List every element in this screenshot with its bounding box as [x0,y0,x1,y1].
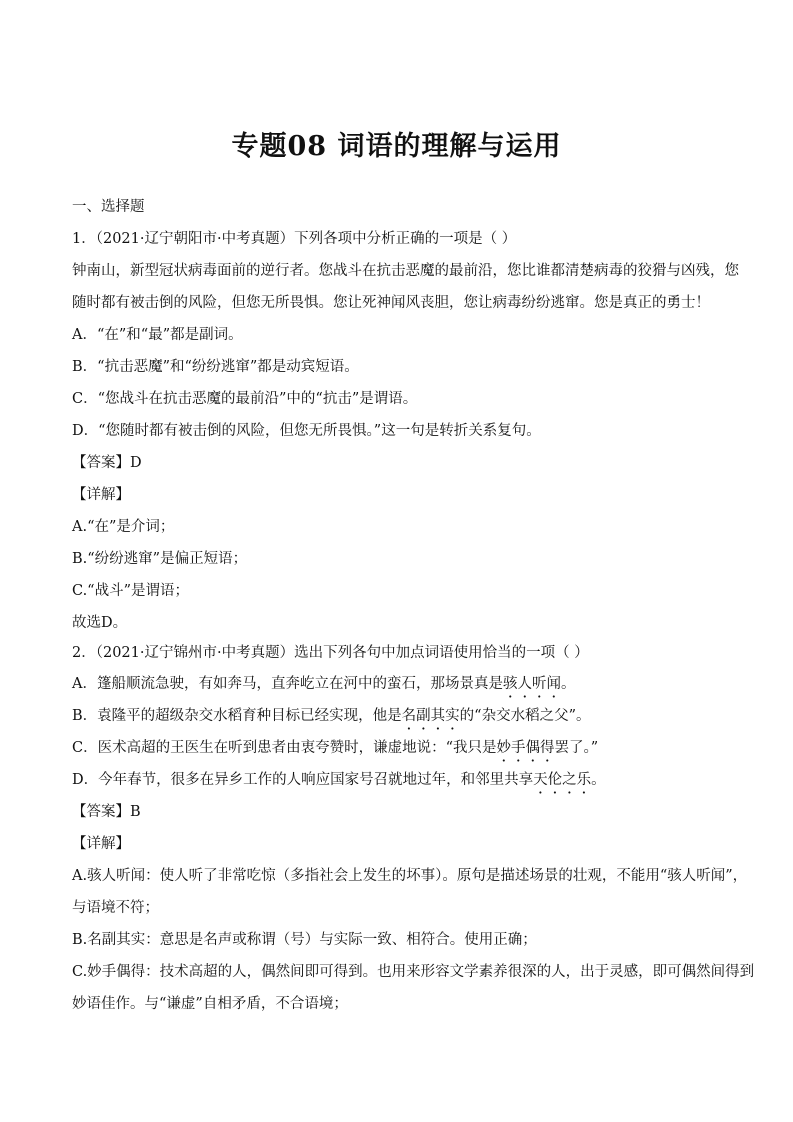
question-2-explanation-c-line-2: 妙语佳作。与“谦虚”自相矛盾，不合语境； [72,996,348,1012]
question-2-option-b [72,706,590,726]
option-b-tail: 的“杂交水稻之父”。 [459,708,591,724]
question-2-explanation-c-line-1: C.妙手偶得：技术高超的人，偶然间即可得到。也用来形容文学素养很深的人，出于灵感，即可偶然间得到 [72,964,755,980]
question-1-detail-a: A.“在”是介词； [72,519,175,535]
question-1-detail-heading: 【详解】 [72,487,130,503]
question-1-detail-b: B.“纷纷逃窜”是偏正短语； [72,551,248,567]
question-1-option-b: B．“抗击恶魔”和“纷纷逃窜”都是动宾短语。 [72,359,359,375]
option-a-text: A．篷船顺流急驶，有如奔马，直奔屹立在河中的蛮石，那场景真是 [72,676,503,692]
option-d-text: D．今年春节，很多在异乡工作的人响应国家号召就地过年，和邻里共享 [72,772,534,788]
question-2-answer: 【答案】B [72,804,141,820]
page-title: 专题08 词语的理解与运用 [231,131,562,162]
option-c-tail: 罢了。” [554,740,599,756]
question-1-option-c: C．“您战斗在抗击恶魔的最前沿”中的“抗击”是谓语。 [72,391,418,407]
question-1-option-a: A．“在”和“最”都是副词。 [72,327,243,343]
option-b-text: B．袁隆平的超级杂交水稻育种目标已经实现，他是 [72,708,402,724]
question-1-conclusion: 故选D。 [72,615,128,631]
question-1-passage-line-2: 随时都有被击倒的风险，但您无所畏惧。您让死神闻风丧胆，您让病毒纷纷逃窜。您是真正的勇士！ [72,295,710,311]
question-2-explanation-b: B.名副其实：意思是名声或称谓（号）与实际一致、相符合。使用正确； [72,932,537,948]
question-2-stem: 2．（2021·辽宁锦州市·中考真题）选出下列各句中加点词语使用恰当的一项（ ） [72,645,589,661]
option-c-dotted-word: 妙手偶得 [496,740,555,756]
question-1-answer: 【答案】D [72,455,142,471]
option-a-dotted-word: 骇人听闻 [502,676,561,692]
question-2-option-c [72,738,598,758]
option-d-dotted-word: 天伦之乐 [533,772,592,788]
question-1-stem: 1．（2021·辽宁朝阳市·中考真题）下列各项中分析正确的一项是（ ） [72,231,517,247]
question-2-explanation-a-line-2: 与语境不符； [72,900,159,916]
option-c-text: C．医术高超的王医生在听到患者由衷夸赞时，谦虚地说：“我只是 [72,740,497,756]
question-2-detail-heading: 【详解】 [72,836,130,852]
question-1-passage-line-1: 钟南山，新型冠状病毒面前的逆行者。您战斗在抗击恶魔的最前沿，您比谁都清楚病毒的狡猾与凶残，您 [72,263,739,279]
option-d-tail: 。 [591,772,606,788]
section-heading: 一、选择题 [72,199,145,215]
question-2-explanation-a-line-1: A.骇人听闻：使人听了非常吃惊（多指社会上发生的坏事）。原句是描述场景的壮观，不能用“骇人听闻”， [72,868,748,884]
question-1-option-d: D．“您随时都有被击倒的风险，但您无所畏惧。”这一句是转折关系复句。 [72,423,541,439]
question-2-option-a [72,674,575,694]
question-1-detail-c: C.“战斗”是谓语； [72,583,190,599]
option-b-dotted-word: 名副其实 [401,708,460,724]
question-2-option-d [72,770,606,790]
option-a-tail: 。 [560,676,576,692]
